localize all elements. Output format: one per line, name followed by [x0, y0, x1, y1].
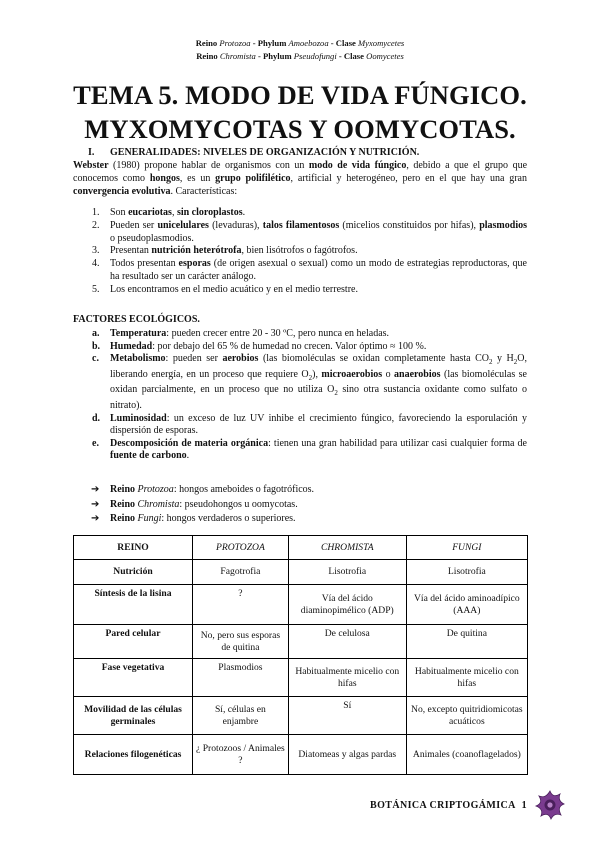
list-item: 2. Pueden ser unicelulares (levaduras), talos filamentosos (micelios constituidos por hifas), plasmodios o pseudoplasmodios.: [92, 219, 527, 244]
list-item: 3. Presentan nutrición heterótrofa, bien lisótrofos o fagótrofos.: [92, 245, 358, 257]
section-heading: I. GENERALIDADES: NIVELES DE ORGANIZACIÓN Y NUTRICIÓN.: [88, 147, 420, 158]
factor-decomposition: e. Descomposición de materia orgánica: tienen una gran habilidad para utilizar casi cualquier forma de fuente de carbono.: [92, 437, 527, 462]
table-row: [74, 585, 528, 625]
table-cell: Fagotrofia: [193, 560, 289, 585]
table-row: [74, 735, 528, 775]
table-header-cell: FUNGI: [406, 536, 527, 560]
page-title-line-1: TEMA 5. MODO DE VIDA FÚNGICO.: [73, 80, 527, 110]
table-header-cell: PROTOZOA: [193, 536, 289, 560]
intro-paragraph: Webster (1980) propone hablar de organismos con un modo de vida fúngico, debido a que el grupo que conocemos como hongos, es un grupo polifilético, artificial y heterogéneo, pero en el que hay una gran convergencia evolutiva. Características:: [73, 160, 528, 197]
page-number: 1: [521, 800, 527, 811]
table-cell: Animales (coanoflagelados): [406, 735, 527, 775]
characteristics-list: [73, 207, 527, 297]
table-cell: Habitualmente micelio con hifas: [288, 659, 406, 697]
table-header-row: [74, 536, 528, 560]
table-cell: Síntesis de la lisina: [74, 585, 193, 625]
table-cell: Fase vegetativa: [74, 659, 193, 697]
page-title-line-2: MYXOMYCOTAS Y OOMYCOTAS.: [84, 114, 516, 144]
table-cell: De celulosa: [288, 625, 406, 659]
table-cell: ?: [193, 585, 289, 625]
table-cell: No, pero sus esporas de quitina: [193, 625, 289, 659]
list-item: 5. Los encontramos en el medio acuático y en el medio terrestre.: [92, 283, 358, 295]
table-cell: Diatomeas y algas pardas: [288, 735, 406, 775]
arrow-icon: ➔: [91, 484, 100, 495]
list-item: 4. Todos presentan esporas (de origen asexual o sexual) como un modo de estrategias reproductoras, que ha resultado ser un carácter análogo.: [92, 258, 527, 282]
factor-humidity: b. Humedad: por debajo del 65 % de humedad no crecen. Valor óptimo ≈ 100 %.: [92, 340, 427, 352]
table-header-cell: CHROMISTA: [288, 536, 406, 560]
table-cell: ¿ Protozoos / Animales ?: [193, 735, 289, 775]
kingdom-list: [73, 483, 314, 527]
table-cell: Lisotrofia: [406, 560, 527, 585]
table-row: [74, 625, 528, 659]
table-header-cell: REINO: [74, 536, 193, 560]
header-line-1: Reino Protozoa - Phylum Amoebozoa - Clase Myxomycetes: [195, 38, 405, 48]
table-cell: Pared celular: [74, 625, 193, 659]
table-cell: Habitualmente micelio con hifas: [406, 659, 527, 697]
list-item: 1. Son eucariotas, sin cloroplastos.: [92, 207, 246, 218]
table-cell: Sí: [288, 697, 406, 735]
table-cell: Nutrición: [74, 560, 193, 585]
table-cell: Vía del ácido diaminopimélico (ADP): [288, 585, 406, 625]
factors-heading: FACTORES ECOLÓGICOS.: [73, 314, 200, 325]
header-line-2: Reino Chromista - Phylum Pseudofungi - Clase Oomycetes: [196, 51, 404, 61]
factor-metabolism: c. Metabolismo: pueden ser aerobios (las biomoléculas se oxidan completamente hasta $CO_2$ y $H_2O$, liberando energía, en un proceso que requiere $O_2$), microaerobios o anaerobios (las biomoléculas se oxidan parcialmente, en un proceso que no utiliza $O_2$ sino otra sustancia oxidante como sulfato o nitrato).: [92, 353, 527, 411]
table-row: [74, 697, 528, 735]
table-cell: Sí, células en enjambre: [193, 697, 289, 735]
footer-course-title: BOTÁNICA CRIPTOGÁMICA: [370, 800, 516, 811]
factor-temperature: a. Temperatura: pueden crecer entre 20 - 30 ºC, pero nunca en heladas.: [92, 328, 390, 339]
page-header: [0, 37, 600, 63]
table-row: [74, 659, 528, 697]
myxomycete-icon: [533, 788, 567, 822]
factor-luminosity: d. Luminosidad: un exceso de luz UV inhibe el crecimiento fúngico, favoreciendo la esporulación y dispersión de esporas.: [92, 412, 527, 437]
table-cell: Vía del ácido aminoadípico (AAA): [406, 585, 527, 625]
arrow-icon: ➔: [91, 498, 100, 510]
factors-list: [73, 328, 527, 463]
table-cell: Lisotrofia: [288, 560, 406, 585]
list-item: ➔ Reino Fungi: hongos verdaderos o superiores.: [73, 512, 314, 527]
table-row: [74, 560, 528, 585]
table-cell: No, excepto quitridiomicotas acuáticos: [406, 697, 527, 735]
list-item: ➔ Reino Protozoa: hongos ameboides o fagotróficos.: [73, 483, 314, 498]
list-item: ➔ Reino Chromista: pseudohongos u oomycotas.: [73, 498, 314, 513]
table-cell: Movilidad de las células germinales: [74, 697, 193, 735]
arrow-icon: ➔: [91, 513, 100, 525]
kingdoms-table: [73, 535, 528, 775]
table-cell: Relaciones filogenéticas: [74, 735, 193, 775]
table-cell: De quitina: [406, 625, 527, 659]
table-cell: Plasmodios: [193, 659, 289, 697]
page-footer: [370, 800, 527, 811]
